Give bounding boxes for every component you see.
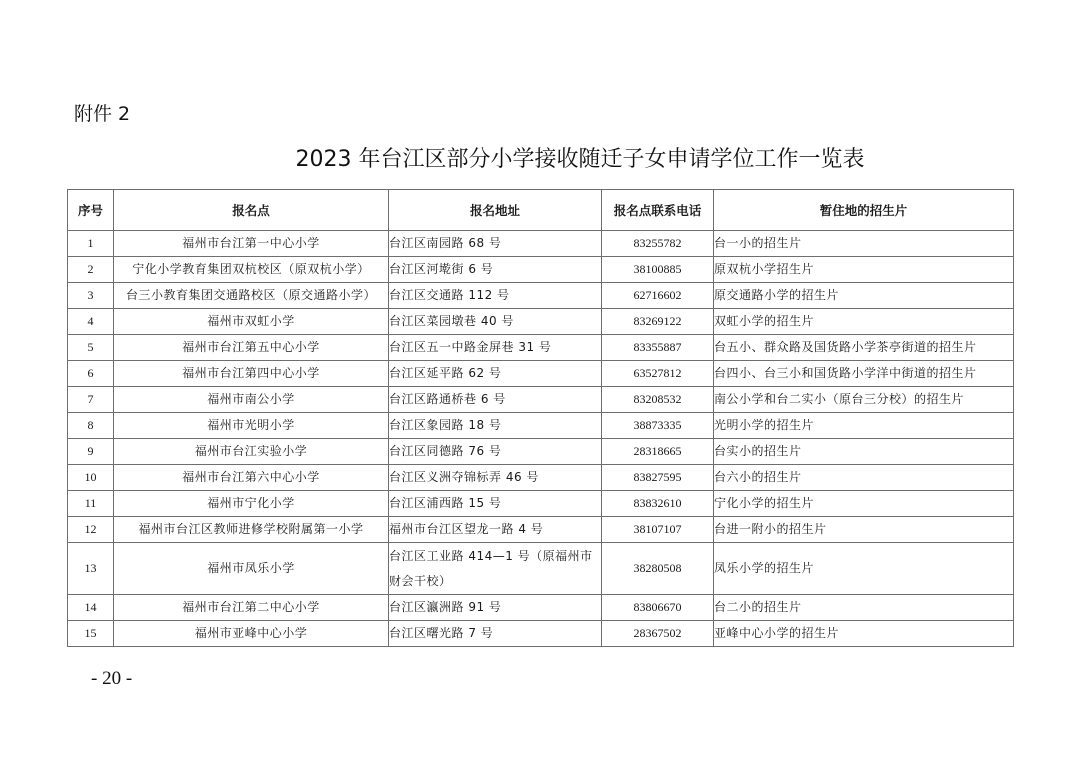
row-index: 15 xyxy=(68,621,114,647)
row-index: 14 xyxy=(68,595,114,621)
row-site: 福州市宁化小学 xyxy=(114,491,389,517)
page-number: - 20 - xyxy=(91,668,133,689)
row-zone: 台二小的招生片 xyxy=(714,595,1014,621)
row-address: 台江区河墘街 6 号 xyxy=(389,257,602,283)
row-address: 台江区义洲夺锦标弄 46 号 xyxy=(389,465,602,491)
row-phone: 83355887 xyxy=(602,335,714,361)
row-address: 福州市台江区望龙一路 4 号 xyxy=(389,517,602,543)
row-phone: 83269122 xyxy=(602,309,714,335)
row-zone: 光明小学的招生片 xyxy=(714,413,1014,439)
document-title: 2023 年台江区部分小学接收随迁子女申请学位工作一览表 xyxy=(295,147,865,172)
attachment-label: 附件 2 xyxy=(74,103,131,125)
row-site: 福州市双虹小学 xyxy=(114,309,389,335)
row-index: 13 xyxy=(68,543,114,595)
row-index: 10 xyxy=(68,465,114,491)
row-index: 6 xyxy=(68,361,114,387)
row-site: 宁化小学教育集团双杭校区（原双杭小学） xyxy=(114,257,389,283)
row-index: 1 xyxy=(68,231,114,257)
row-index: 7 xyxy=(68,387,114,413)
row-zone: 台六小的招生片 xyxy=(714,465,1014,491)
row-zone: 双虹小学的招生片 xyxy=(714,309,1014,335)
enrollment-table xyxy=(67,189,1014,647)
row-zone: 原交通路小学的招生片 xyxy=(714,283,1014,309)
row-site: 福州市台江第六中心小学 xyxy=(114,465,389,491)
row-address: 台江区象园路 18 号 xyxy=(389,413,602,439)
row-address: 台江区交通路 112 号 xyxy=(389,283,602,309)
table-row xyxy=(68,413,1014,439)
row-index: 12 xyxy=(68,517,114,543)
row-site: 福州市台江第二中心小学 xyxy=(114,595,389,621)
row-index: 9 xyxy=(68,439,114,465)
row-zone: 台实小的招生片 xyxy=(714,439,1014,465)
row-index: 5 xyxy=(68,335,114,361)
row-phone: 38107107 xyxy=(602,517,714,543)
table-row xyxy=(68,621,1014,647)
row-index: 2 xyxy=(68,257,114,283)
row-site: 福州市台江第一中心小学 xyxy=(114,231,389,257)
row-site: 福州市凤乐小学 xyxy=(114,543,389,595)
table-row xyxy=(68,439,1014,465)
header-site: 报名点 xyxy=(114,190,389,231)
row-phone: 28367502 xyxy=(602,621,714,647)
table-row xyxy=(68,517,1014,543)
row-site: 福州市台江实验小学 xyxy=(114,439,389,465)
row-phone: 63527812 xyxy=(602,361,714,387)
row-address: 台江区五一中路金屏巷 31 号 xyxy=(389,335,602,361)
table-row xyxy=(68,491,1014,517)
row-index: 11 xyxy=(68,491,114,517)
table-row xyxy=(68,543,1014,595)
table-row xyxy=(68,361,1014,387)
row-address: 台江区菜园墩巷 40 号 xyxy=(389,309,602,335)
row-site: 台三小教育集团交通路校区（原交通路小学） xyxy=(114,283,389,309)
row-index: 8 xyxy=(68,413,114,439)
row-zone: 宁化小学的招生片 xyxy=(714,491,1014,517)
row-site: 福州市台江第四中心小学 xyxy=(114,361,389,387)
row-site: 福州市亚峰中心小学 xyxy=(114,621,389,647)
row-phone: 62716602 xyxy=(602,283,714,309)
row-phone: 83806670 xyxy=(602,595,714,621)
row-phone: 38100885 xyxy=(602,257,714,283)
row-zone: 台进一附小的招生片 xyxy=(714,517,1014,543)
table-row xyxy=(68,257,1014,283)
row-address: 台江区瀛洲路 91 号 xyxy=(389,595,602,621)
row-zone: 台四小、台三小和国货路小学洋中街道的招生片 xyxy=(714,361,1014,387)
table-row xyxy=(68,465,1014,491)
row-phone: 83827595 xyxy=(602,465,714,491)
table-header-row xyxy=(68,190,1014,231)
row-address: 台江区南园路 68 号 xyxy=(389,231,602,257)
row-zone: 凤乐小学的招生片 xyxy=(714,543,1014,595)
header-address: 报名地址 xyxy=(389,190,602,231)
row-phone: 28318665 xyxy=(602,439,714,465)
row-address: 台江区曙光路 7 号 xyxy=(389,621,602,647)
table-row xyxy=(68,309,1014,335)
row-zone: 原双杭小学招生片 xyxy=(714,257,1014,283)
row-site: 福州市台江第五中心小学 xyxy=(114,335,389,361)
row-site: 福州市南公小学 xyxy=(114,387,389,413)
table-row xyxy=(68,231,1014,257)
table-row xyxy=(68,335,1014,361)
row-address: 台江区工业路 414—1 号（原福州市财会干校） xyxy=(389,543,602,595)
header-phone: 报名点联系电话 xyxy=(602,190,714,231)
table-row xyxy=(68,283,1014,309)
row-site: 福州市光明小学 xyxy=(114,413,389,439)
row-phone: 83208532 xyxy=(602,387,714,413)
row-address: 台江区延平路 62 号 xyxy=(389,361,602,387)
row-zone: 台五小、群众路及国货路小学茶亭街道的招生片 xyxy=(714,335,1014,361)
row-zone: 亚峰中心小学的招生片 xyxy=(714,621,1014,647)
header-index: 序号 xyxy=(68,190,114,231)
row-phone: 83832610 xyxy=(602,491,714,517)
row-phone: 83255782 xyxy=(602,231,714,257)
row-zone: 南公小学和台二实小（原台三分校）的招生片 xyxy=(714,387,1014,413)
header-zone: 暂住地的招生片 xyxy=(714,190,1014,231)
row-phone: 38873335 xyxy=(602,413,714,439)
row-address: 台江区浦西路 15 号 xyxy=(389,491,602,517)
table-row xyxy=(68,387,1014,413)
row-address: 台江区同德路 76 号 xyxy=(389,439,602,465)
row-index: 4 xyxy=(68,309,114,335)
table-row xyxy=(68,595,1014,621)
row-site: 福州市台江区教师进修学校附属第一小学 xyxy=(114,517,389,543)
row-address: 台江区路通桥巷 6 号 xyxy=(389,387,602,413)
row-zone: 台一小的招生片 xyxy=(714,231,1014,257)
row-index: 3 xyxy=(68,283,114,309)
row-phone: 38280508 xyxy=(602,543,714,595)
